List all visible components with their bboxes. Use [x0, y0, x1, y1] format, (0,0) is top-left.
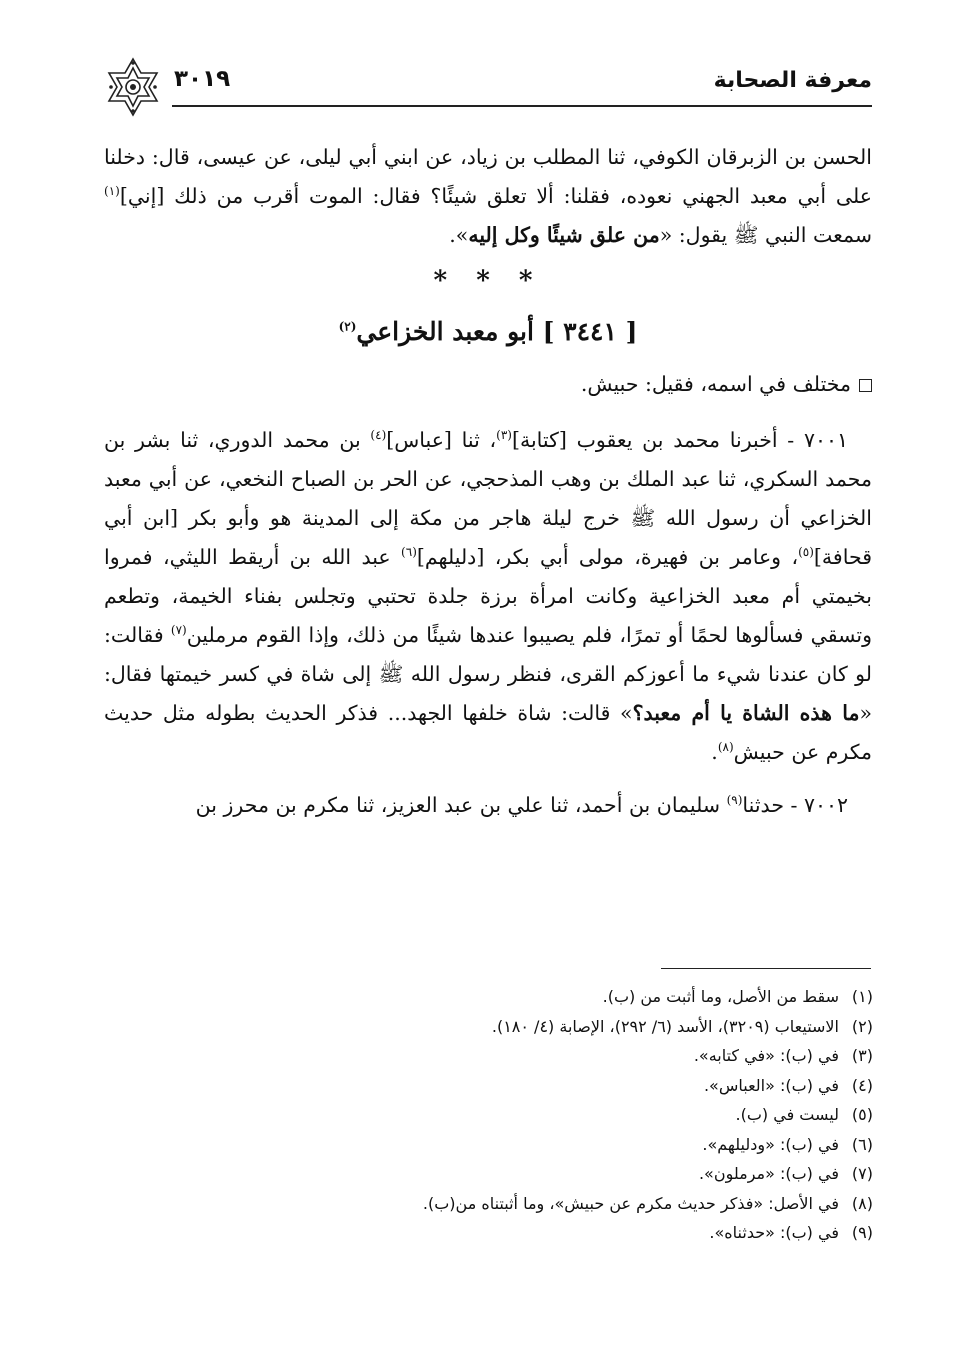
- footnote: [93, 1041, 873, 1071]
- footnote-ref: (٢): [338, 319, 357, 334]
- footnote: [93, 1130, 873, 1160]
- footnote-number: (٧): [851, 1164, 873, 1183]
- text-segment: ٧٠٠٢ - حدثنا: [742, 793, 848, 817]
- text-segment: سمعت النبي ﷺ يقول: «: [659, 223, 872, 247]
- footnote-text: في (ب): «في كتابه».: [693, 1046, 839, 1065]
- header-divider: [172, 105, 872, 107]
- text-segment: بن محمد الدوري، ثنا بشر بن محمد السكري، ثنا عبد الملك بن وهب المذحجي، عن الحر بن الصباح النخعي، عن أبي معبد الخزاعي أن رسول الله ﷺ خرج ليلة هاجر من مكة إلى المدينة هو وأبو بكر [ابن أبي قحافة]: [104, 428, 872, 569]
- hadith-7001: [104, 421, 872, 772]
- star-ornament-icon: [102, 56, 164, 118]
- footnote-number: (٨): [851, 1193, 873, 1213]
- footnote: [93, 982, 873, 1012]
- footnote-text: سقط من الأصل، وما أثبت من (ب).: [602, 987, 839, 1006]
- page-number: ٣٠١٩: [174, 66, 231, 92]
- chapter-title-text: [ ٣٤٤١ ] أبو معبد الخزاعي: [356, 317, 638, 346]
- footnote: [93, 1071, 873, 1101]
- text-line: الحسن بن الزبرقان الكوفي، ثنا المطلب بن زياد، عن ابني أبي ليلى، عن عيسى،: [196, 145, 872, 169]
- footnote-number: (٢): [851, 1016, 873, 1036]
- text-segment: » قالت: شاة خلفها الجهد... فذكر الحديث بطوله مثل حديث مكرم عن حبيش: [104, 701, 872, 764]
- footnote: [93, 1100, 873, 1130]
- footnote: [93, 1189, 873, 1219]
- footnote-ref: (٤): [370, 428, 387, 443]
- biography-intro: [104, 361, 872, 407]
- intro-text: مختلف في اسمه، فقيل: حبيش.: [580, 372, 851, 396]
- footnote-text: في الأصل: «فذكر حديث مكرم عن حبيش»، وما أثبتناه من(ب).: [422, 1193, 839, 1213]
- footnote-divider: [661, 968, 871, 969]
- text-segment: ».: [449, 223, 469, 247]
- footnote-text: في (ب): «مرملون».: [698, 1164, 839, 1183]
- footnote-ref: (١): [104, 184, 120, 199]
- footnote-number: (٣): [851, 1046, 873, 1065]
- main-text: [104, 138, 872, 825]
- book-title: معرفة الصحابة: [713, 68, 872, 93]
- text-segment: ذلك [إني]: [119, 184, 207, 208]
- footnote-text: ليست في (ب).: [735, 1105, 839, 1124]
- footnote: [93, 1159, 873, 1189]
- text-segment: ، وعامر بن فهيرة، مولى أبي بكر، [دليلهم]: [416, 545, 799, 569]
- footnote-text: الاستيعاب (٣٢٠٩)، الأسد (٦/ ٢٩٢)، الإصابة (٤/ ١٨٠).: [491, 1016, 839, 1036]
- footnote-text: في (ب): «حدثناه».: [709, 1223, 839, 1242]
- footnote-number: (١): [851, 987, 873, 1006]
- footnote: [93, 1012, 873, 1042]
- footnote-ref: (٩): [726, 793, 743, 808]
- text-line: قال: دخلنا على أبي معبد الجهني نعوده، فقلنا: ألا تعلق شيئًا؟ فقال: الموت أقرب من: [104, 145, 872, 208]
- footnote-number: (٥): [851, 1105, 873, 1124]
- footnote-ref: (٣): [496, 428, 512, 443]
- footnote-text: في (ب): «ودليلهم».: [702, 1134, 839, 1154]
- text-segment: عبد الله بن أريقط الليثي، فمروا بخيمتي أم معبد الخزاعية وكانت امرأة برزة جلدة تحتبي وتجلس بفناء الخيمة، وتطعم وتسقي فسألوها لحمًا أو تمرًا، فلم يصيبوا عندها شيئًا من ذلك، وإذا القوم مرملين: [104, 545, 872, 647]
- continued-paragraph: [104, 138, 872, 255]
- footnote-ref: (٧): [170, 623, 187, 638]
- footnote-ref: (٦): [401, 545, 417, 560]
- running-header: [102, 62, 872, 124]
- footnote-number: (٩): [851, 1223, 873, 1242]
- text-segment: سليمان بن أحمد، ثنا علي بن عبد العزيز، ثنا مكرم بن محرز بن: [195, 793, 727, 817]
- text-segment: .: [711, 740, 718, 764]
- hadith-quote: من علق شيئًا وكل إليه: [468, 223, 660, 247]
- chapter-heading: [104, 305, 872, 359]
- text-segment: فقالت: لو كان عندنا شيء ما أعوزكم القرى، فنظر رسول الله ﷺ إلى شاة في كسر خيمتها فقال: «: [104, 623, 872, 725]
- footnote-ref: (٨): [717, 740, 734, 755]
- footnote-number: (٤): [851, 1075, 873, 1095]
- square-bullet-icon: [859, 379, 872, 392]
- text-segment: ، ثنا [عباس]: [386, 428, 497, 452]
- footnote: [93, 1218, 873, 1248]
- footnote-ref: (٥): [798, 545, 814, 560]
- hadith-quote: ما هذه الشاة يا أم معبد؟: [632, 701, 860, 725]
- hadith-7002: [104, 786, 872, 825]
- text-segment: ٧٠٠١ - أخبرنا محمد بن يعقوب [كتابة]: [511, 428, 848, 452]
- footnote-text: في (ب): «العباس».: [703, 1075, 839, 1095]
- footnotes: [93, 982, 873, 1248]
- section-separator: * * *: [433, 266, 543, 296]
- footnote-number: (٦): [851, 1134, 873, 1154]
